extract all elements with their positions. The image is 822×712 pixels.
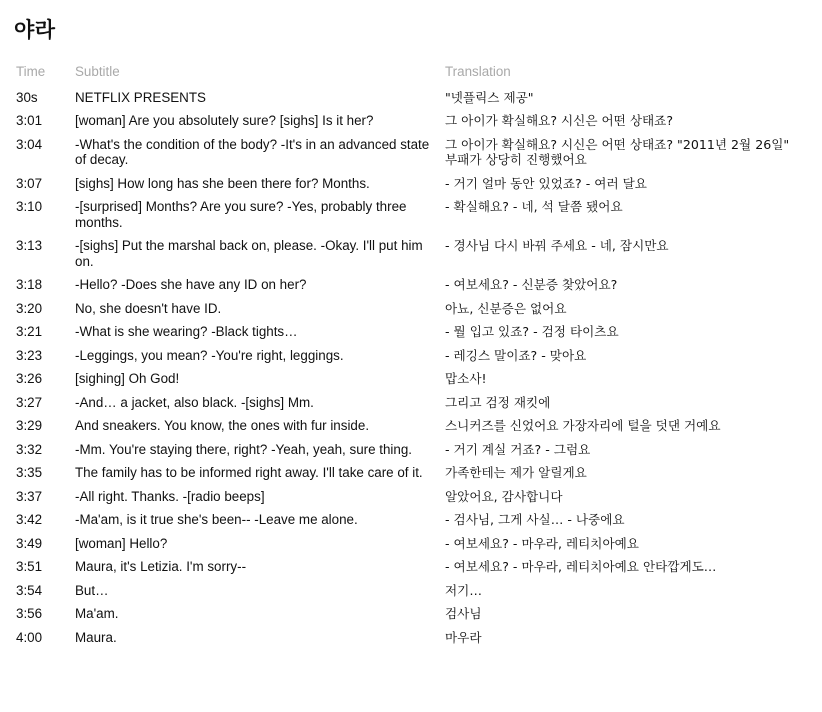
table-row <box>10 195 810 234</box>
cell-subtitle: No, she doesn't have ID. <box>75 300 222 316</box>
cell-subtitle: -Mm. You're staying there, right? -Yeah, yeah, sure thing. <box>75 441 413 457</box>
table-row <box>10 438 810 462</box>
cell-subtitle: [woman] Are you absolutely sure? [sighs] Is it her? <box>75 113 374 128</box>
subtitle-table <box>10 60 810 649</box>
table-row <box>10 234 810 273</box>
column-header-translation: Translation <box>445 64 511 79</box>
table-row <box>10 579 810 603</box>
cell-translation: - 여보세요? - 신분증 찾았어요? <box>445 277 618 292</box>
cell-subtitle: -All right. Thanks. -[radio beeps] <box>75 488 265 504</box>
cell-translation: - 여보세요? - 마우라, 레티치아예요 <box>445 535 639 551</box>
cell-translation: - 확실해요? - 네, 석 달쯤 됐어요 <box>445 199 623 214</box>
table-row <box>10 297 810 321</box>
cell-time: 3:42 <box>16 512 43 527</box>
cell-translation: - 거기 얼마 동안 있었죠? - 여러 달요 <box>445 175 647 191</box>
cell-translation: - 레깅스 말이죠? - 맞아요 <box>445 347 587 363</box>
cell-subtitle: [sighs] How long has she been there for? Months. <box>75 175 370 191</box>
cell-translation: - 검사님, 그게 사실… - 나중에요 <box>445 512 625 527</box>
cell-translation: 그리고 검정 재킷에 <box>445 394 551 410</box>
cell-time: 3:01 <box>16 113 43 128</box>
cell-translation: 아뇨, 신분증은 없어요 <box>445 300 567 316</box>
table-row <box>10 86 810 110</box>
cell-translation: 마우라 <box>445 629 482 645</box>
cell-time: 3:18 <box>16 277 43 292</box>
cell-time: 3:07 <box>16 175 43 191</box>
cell-subtitle: -[sighs] Put the marshal back on, please. -Okay. I'll put him on. <box>75 238 423 269</box>
cell-subtitle: Maura. <box>75 629 117 645</box>
table-row <box>10 532 810 556</box>
table-row <box>10 602 810 626</box>
cell-subtitle: -What's the condition of the body? -It's in an advanced state of decay. <box>75 136 430 167</box>
cell-subtitle: But… <box>75 582 109 598</box>
table-row <box>10 109 810 133</box>
cell-time: 3:21 <box>16 324 43 339</box>
cell-time: 3:13 <box>16 238 43 253</box>
cell-subtitle: -Ma'am, is it true she's been-- -Leave me alone. <box>75 512 358 527</box>
cell-translation: - 거기 계실 거죠? - 그럼요 <box>445 441 591 457</box>
cell-subtitle: -[surprised] Months? Are you sure? -Yes, probably three months. <box>75 199 407 230</box>
cell-time: 3:20 <box>16 300 43 316</box>
table-row <box>10 485 810 509</box>
cell-time: 30s <box>16 89 38 105</box>
cell-subtitle: [woman] Hello? <box>75 535 168 551</box>
cell-translation: 그 아이가 확실해요? 시신은 어떤 상태죠? "2011년 2월 26일" 부패가 상당히 진행했어요 <box>445 136 790 167</box>
cell-translation: 맙소사! <box>445 371 487 386</box>
table-row <box>10 320 810 344</box>
column-header-subtitle: Subtitle <box>75 64 120 79</box>
table-row <box>10 555 810 579</box>
table-row <box>10 273 810 297</box>
cell-translation: 스니커즈를 신었어요 가장자리에 털을 덧댄 거예요 <box>445 418 721 433</box>
cell-subtitle: -What is she wearing? -Black tights… <box>75 324 298 339</box>
table-row <box>10 391 810 415</box>
page-title: 야라 <box>14 18 56 42</box>
cell-subtitle: Ma'am. <box>75 606 119 621</box>
table-row <box>10 508 810 532</box>
cell-time: 3:26 <box>16 371 43 386</box>
cell-subtitle: The family has to be informed right away. I'll take care of it. <box>75 465 423 480</box>
cell-time: 3:49 <box>16 535 43 551</box>
cell-time: 3:04 <box>16 136 43 152</box>
cell-subtitle: NETFLIX PRESENTS <box>75 89 206 105</box>
cell-subtitle: -Leggings, you mean? -You're right, leggings. <box>75 347 344 363</box>
cell-translation: - 여보세요? - 마우라, 레티치아예요 안타깝게도… <box>445 559 717 574</box>
cell-time: 3:35 <box>16 465 43 480</box>
table-row <box>10 172 810 196</box>
cell-translation: 검사님 <box>445 606 482 621</box>
table-row <box>10 367 810 391</box>
cell-time: 3:56 <box>16 606 43 621</box>
cell-time: 3:23 <box>16 347 43 363</box>
cell-translation: "넷플릭스 제공" <box>445 89 534 105</box>
table-row <box>10 626 810 650</box>
cell-subtitle: -Hello? -Does she have any ID on her? <box>75 277 307 292</box>
cell-time: 3:10 <box>16 199 43 214</box>
table-header-row <box>10 60 810 86</box>
cell-subtitle: And sneakers. You know, the ones with fur inside. <box>75 418 370 433</box>
cell-time: 3:32 <box>16 441 43 457</box>
column-header-time: Time <box>16 64 46 79</box>
cell-time: 3:29 <box>16 418 43 433</box>
cell-translation: - 뭘 입고 있죠? - 검정 타이츠요 <box>445 324 619 339</box>
table-row <box>10 414 810 438</box>
cell-time: 3:54 <box>16 582 43 598</box>
table-row <box>10 133 810 172</box>
cell-translation: 알았어요, 감사합니다 <box>445 488 563 504</box>
cell-time: 3:37 <box>16 488 43 504</box>
cell-time: 3:27 <box>16 394 43 410</box>
cell-time: 4:00 <box>16 629 43 645</box>
cell-translation: 가족한테는 제가 알릴게요 <box>445 465 587 480</box>
cell-subtitle: [sighing] Oh God! <box>75 371 180 386</box>
cell-translation: - 경사님 다시 바꿔 주세요 - 네, 잠시만요 <box>445 238 669 253</box>
cell-translation: 저기… <box>445 582 482 598</box>
cell-translation: 그 아이가 확실해요? 시신은 어떤 상태죠? <box>445 113 674 128</box>
table-row <box>10 344 810 368</box>
cell-time: 3:51 <box>16 559 43 574</box>
cell-subtitle: -And… a jacket, also black. -[sighs] Mm. <box>75 394 314 410</box>
table-row <box>10 461 810 485</box>
cell-subtitle: Maura, it's Letizia. I'm sorry-- <box>75 559 247 574</box>
